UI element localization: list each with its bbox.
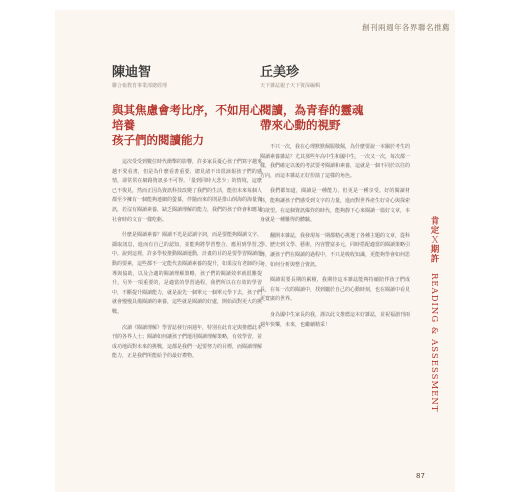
author-role-right: 天下雜誌親子天下資深編輯 [260, 83, 321, 89]
paragraph: 不只一次，我在心理默默佩服敬佩，為什麼要說一本關於考生的閱讀素養雜誌？尤其那些年高中生和國中生，一次又一次，每次都一樣，我們確定以後的考試要考閱讀和素養，這就是一個不同於以往的方向，而這本雜誌正好扮演了這樣的角色。 [260, 144, 411, 179]
title-line-1: 與其焦慮會考比序，不如用心培養 [112, 103, 262, 132]
paragraph: 次讀《閱讀理解》學習誌發行兩週年，特別在此肯定與推薦此本刊的各界人士；閱讀如何讓孩子們運用閱讀理解策略，有效學習，並成功地面對未來的挑戰，這都是我們一起要努力的目標，而閱讀理解能力，正是我們所能給予的最好禮物。 [112, 324, 263, 360]
author-name-left: 陳迪智 [112, 65, 152, 80]
side-tab-part2: 期許 [429, 244, 439, 264]
paragraph: 這次受受到數位時代衝擊的影響，許多家長憂心孩子們寫字越來越不愛看書，但是為什麼看書重要，總見諸不出很該報孩子們的感情，卻常常在網路資訊多不可得。「量到同時大悲少」的情境，這麼已不復見，然而正因為資訊科技改變了我們的生活，能但未來每個人都至少擁有一個能夠連網的螢幕，伴隨而來的則是排山倒海的海量資訊，若沒有閱讀素養，缺乏閱讀理解的能力，我們的孩子終會和應某社會時的文盲一樣吃虧。 [112, 159, 263, 223]
right-column [260, 66, 410, 336]
author-role-left: 聯合報教育事業部總經理 [112, 83, 168, 89]
side-tab-separator: Ｘ [429, 235, 439, 245]
article-title-left [112, 103, 262, 148]
side-tab-part1: 肯定 [429, 216, 439, 235]
page-header: 創刊兩週年各界聯名推薦 [362, 23, 450, 32]
title-line-2: 孩子們的閱讀能力 [112, 133, 204, 147]
paragraph: 閱讀需要長期的累積，我期待這本雜誌能夠持續陪伴孩子們成長，在每一次的閱讀中，找到屬於自己的心動時刻，也在閱讀中看見更寬廣的世界。 [260, 277, 411, 303]
section-side-tab [430, 216, 440, 413]
paragraph: 身為國中生家長的我，謹以此文推薦這本好雜誌，並祝福創刊兩週年快樂，未來，也繼續精采！ [260, 311, 411, 328]
paragraph: 翻開本雜誌，我發現每一期都精心挑選了各種主題的文章，從科學、歷史到文學、藝術，內容豐富多元，同時搭配適當的閱讀策略引導，讓孩子們在閱讀的過程中，不只是吸收知識，更能夠學會如何思考、如何分析與整合資訊。 [260, 232, 411, 268]
title-line-1: 閱讀，為青春的靈魂 [260, 103, 364, 117]
body-text-left [112, 158, 262, 362]
left-column [112, 66, 262, 368]
author-name-right: 丘美珍 [260, 65, 300, 80]
side-tab-english: READING & ASSESSMENT [429, 273, 439, 413]
paragraph: 什麼是閱讀素養？閱讀不光是認讀字詞，而是要能夠閱讀文字、擷取訊息，進而有自己的認知，並能夠將學習整合、應用到學習之中。說到這裡，許多學校推動閱讀運動，計畫的目的是要學習閱讀運動的要素，這些都不一定能代表閱讀素養的提升，如果沒有老師的引導與協助，以及合適的閱讀理解策略，孩子們的閱讀效率就很難提升。另外一項重要的，是適當的學習過程，我們所以在有效的學習中，不斷提升閱讀能力，就是說先一個單元一個單元學下去，孩子們就會慢慢具備閱讀的素養，這些就是閱讀的好處，開始面對更大的挑戰。 [112, 232, 263, 315]
title-line-2: 帶來心動的視野 [260, 118, 341, 132]
page-number: 87 [416, 472, 425, 480]
article-title-right [260, 103, 410, 133]
body-text-right [260, 143, 410, 330]
paragraph: 我們都知道，閱讀是一種能力，但更是一種享受。好的閱讀材料，能夠讓孩子們感受到文字的力量，進而對世界產生好奇心與探索的欲望。在這個資訊爆炸的時代，能夠靜下心來閱讀一篇好文章，本身就是一種難得的體驗。 [260, 188, 411, 224]
